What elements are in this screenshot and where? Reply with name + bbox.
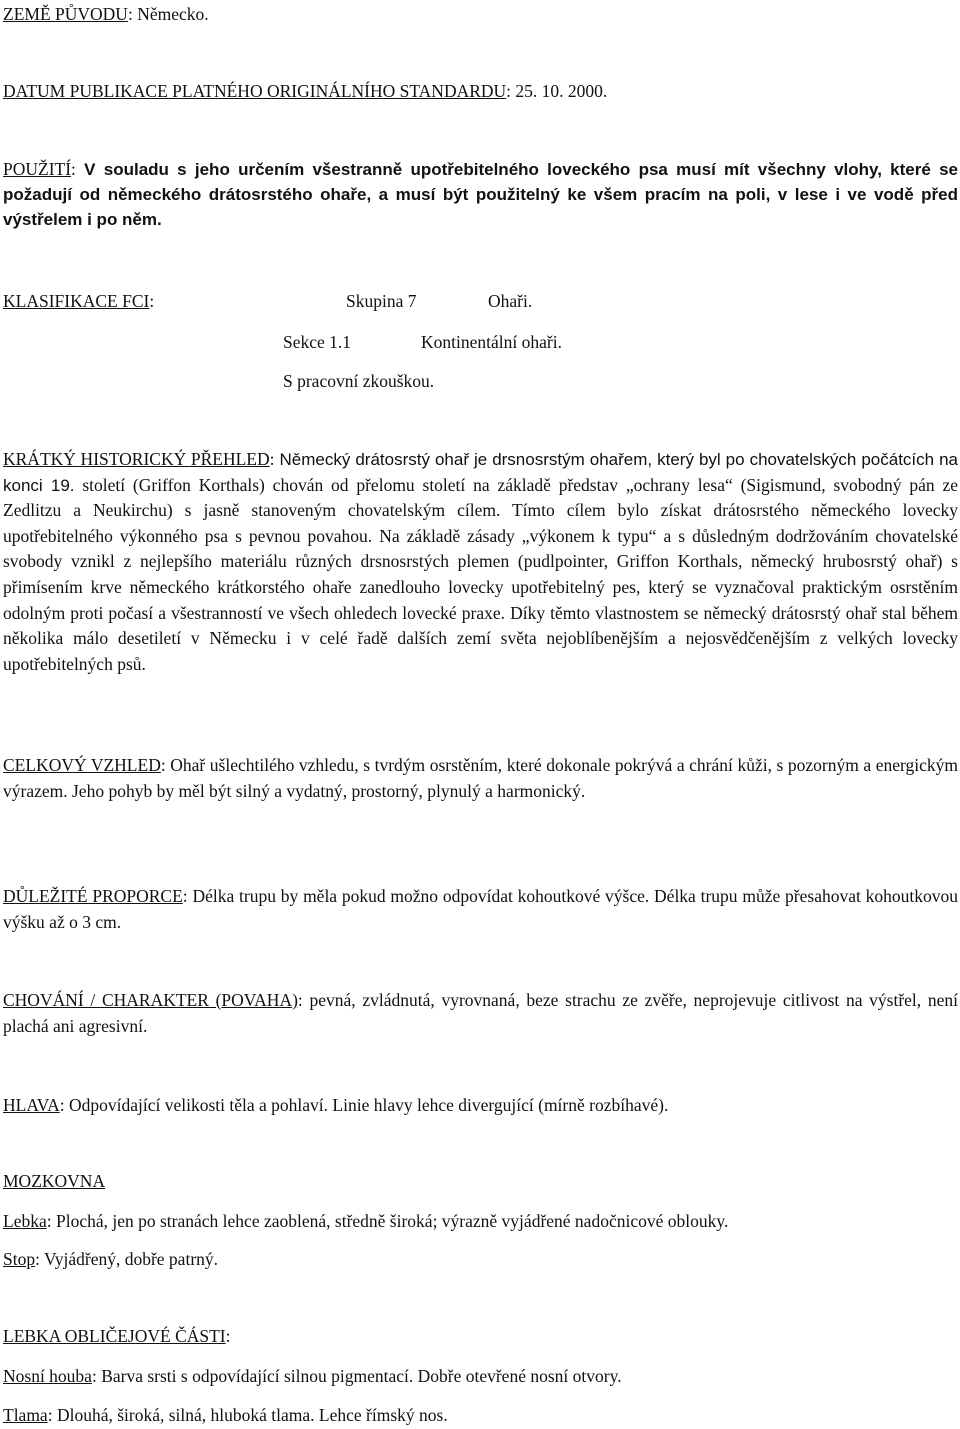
head-line [3,1092,668,1118]
head-label: HLAVA [3,1095,60,1115]
fci-sep: : [149,291,155,311]
appearance-sep: : [160,755,166,775]
history-text-sans: Německý drátosrstý ohař je drsnosrstým ohařem, který byl po chovatelských počátcích na konci 19. [3,450,959,495]
origin-label: ZEMĚ PŮVODU [3,4,128,24]
muzzle-label: Tlama [3,1405,48,1425]
muzzle-line [3,1402,448,1428]
fci-section-name: Kontinentální ohaři. [421,332,562,352]
nose-label: Nosní houba [3,1366,92,1386]
usage-sep: : [71,159,76,179]
cranial-heading [3,1168,105,1194]
history-sep: : [269,449,275,469]
behaviour-label: CHOVÁNÍ / CHARAKTER (POVAHA) [3,990,298,1010]
history-label: KRÁTKÝ HISTORICKÝ PŘEHLED [3,449,270,469]
proportions-text: Délka trupu by měla pokud možno odpovídat kohoutkové výšce. Délka trupu může přesahovat kohoutkovou výšku až o 3 cm. [3,886,958,932]
facial-heading-text: LEBKA OBLIČEJOVÉ ČÁSTI [3,1326,226,1346]
fci-group-name: Ohaři. [488,291,533,311]
appearance-paragraph [3,753,958,804]
history-text: století (Griffon Korthals) chován od přelomu století na základě představ „ochrany lesa“ (Sigismund, svobodný pán ze Zedlitzu a Neukirchu) s jasně stanoveným chovatelským cílem. Tímto cílem bylo získat drátosrstého německého lovecky upotřebitelného výkonného psa s pevnou povahou. Na základě zásady „výkonem k typu“ a s důsledným dodržováním chovatelské svobody vznikl z nejlepšího materiálu různých drsnosrstých plemen (pudlpointer, Griffon Korthals, německý hrubosrstý ohař) s přimísením krve německého krátkorstého ohaře zanedlouho lovecky upotřebitelný pes, který se vyznačoval praktickým osrstěním odolným proti počasí a všestranností ve všech ohledech lovecké praxe. Díky těmto vlastnostem se německý drátosrstý ohař stal během několika málo desetiletí v Německu i v celé řadě dalších zemí světa nejoblíbenějším a nejosvědčenějším z velkých lovecky upotřebitelných psů. [3,474,958,674]
nose-text: Barva srsti s odpovídající silnou pigmentací. Dobře otevřené nosní otvory. [96,1366,622,1386]
muzzle-sep: : [47,1405,53,1425]
skull-text: Plochá, jen po stranách lehce zaoblená, středně široká; výrazně vyjádřené nadočnicové oblouky. [51,1211,729,1231]
facial-heading [3,1323,231,1349]
stop-line [3,1246,218,1272]
usage-text: V souladu s jeho určením všestranně upotřebitelného loveckého psa musí mít všechny vlohy, které se požadují od německého drátosrstého ohaře, a musí být použitelný ke všem pracím na poli, v lese i ve vodě před výstřelem i po něm. [3,160,958,229]
fci-section: Sekce 1.1 [283,332,352,352]
fci-group: Skupina 7 [346,291,417,311]
behaviour-sep: : [297,990,303,1010]
publication-label: DATUM PUBLIKACE PLATNÉHO ORIGINÁLNÍHO STANDARDU [3,81,507,101]
origin-line [3,1,209,27]
origin-sep: : [127,4,133,24]
publication-value: 25. 10. 2000. [511,81,608,101]
skull-sep: : [46,1211,52,1231]
stop-label: Stop [3,1249,36,1269]
usage-label: POUŽITÍ [3,159,72,179]
publication-sep: : [506,81,512,101]
nose-line [3,1363,622,1389]
fci-label: KLASIFIKACE FCI [3,291,150,311]
muzzle-text: Dlouhá, široká, silná, hluboká tlama. Lehce římský nos. [52,1405,448,1425]
fci-line [3,288,154,314]
proportions-sep: : [182,886,188,906]
skull-line [3,1208,728,1234]
behaviour-paragraph [3,988,958,1039]
usage-paragraph [3,157,958,232]
appearance-label: CELKOVÝ VZHLED [3,755,161,775]
stop-text: Vyjádřený, dobře patrný. [39,1249,219,1269]
proportions-label: DŮLEŽITÉ PROPORCE [3,886,183,906]
behaviour-text: pevná, zvládnutá, vyrovnaná, beze strachu ze zvěře, neprojevuje citlivost na výstřel, není plachá ani agresivní. [3,990,958,1036]
fci-trial: S pracovní zkouškou. [283,371,435,391]
origin-value: Německo. [132,4,209,24]
proportions-paragraph [3,884,958,935]
facial-sep: : [225,1326,231,1346]
head-sep: : [59,1095,65,1115]
cranial-heading-text: MOZKOVNA [3,1171,106,1191]
stop-sep: : [35,1249,40,1269]
history-paragraph [3,447,958,677]
skull-label: Lebka [3,1211,47,1231]
appearance-text: Ohař ušlechtilého vzhledu, s tvrdým osrstěním, které dokonale pokrývá a chrání kůži, s pozorným a energickým výrazem. Jeho pohyb by měl být silný a vydatný, prostorný, plynulý a harmonický. [3,755,958,801]
publication-line [3,78,607,104]
nose-sep: : [91,1366,97,1386]
head-text: Odpovídající velikosti těla a pohlaví. Linie hlavy lehce divergující (mírně rozbíhavé). [64,1095,669,1115]
